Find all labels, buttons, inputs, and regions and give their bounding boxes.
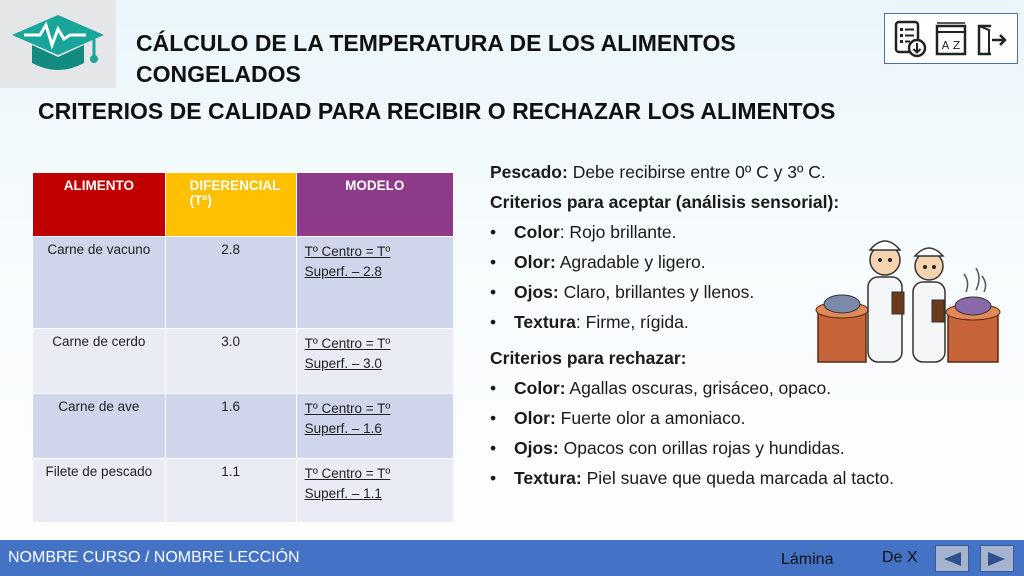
arrow-right-icon bbox=[986, 550, 1008, 568]
list-item: • Color: Rojo brillante. bbox=[490, 217, 1010, 247]
diff-cell: 1.6 bbox=[165, 394, 296, 459]
page-title: CÁLCULO DE LA TEMPERATURA DE LOS ALIMENTOS CONGELADOS bbox=[136, 30, 736, 87]
section-subtitle: CRITERIOS DE CALIDAD PARA RECIBIR O RECHAZAR LOS ALIMENTOS bbox=[38, 98, 836, 124]
glossary-button[interactable] bbox=[932, 19, 970, 59]
diff-cell: 2.8 bbox=[165, 237, 296, 329]
accept-heading: Criterios para aceptar (análisis sensorial): bbox=[490, 192, 840, 212]
page-count: De X bbox=[882, 549, 918, 566]
list-item: • Ojos: Opacos con orillas rojas y hundidas. bbox=[490, 433, 1010, 463]
list-item: • Ojos: Claro, brillantes y llenos. bbox=[490, 277, 1010, 307]
food-cell: Carne de vacuno bbox=[33, 237, 166, 329]
graduation-cap-logo-icon bbox=[10, 11, 106, 77]
food-cell: Carne de cerdo bbox=[33, 329, 166, 394]
model-line: Tº Centro = Tº bbox=[304, 466, 391, 481]
pescado-label: Pescado: bbox=[490, 162, 568, 182]
model-cell bbox=[296, 329, 453, 394]
model-line: Superf. – 2.8 bbox=[304, 264, 382, 279]
list-item: • Olor: Agradable y ligero. bbox=[490, 247, 1010, 277]
diff-cell: 3.0 bbox=[165, 329, 296, 394]
pescado-line bbox=[490, 157, 1010, 187]
list-item: • Textura: Firme, rígida. bbox=[490, 307, 1010, 337]
list-item: • Textura: Piel suave que queda marcada al tacto. bbox=[490, 463, 1010, 493]
header-diferencial: DIFERENCIAL (Tº) bbox=[165, 173, 296, 237]
table-header-row bbox=[33, 173, 454, 237]
list-item: • Color: Agallas oscuras, grisáceo, opaco. bbox=[490, 373, 1010, 403]
header-modelo: MODELO bbox=[296, 173, 453, 237]
exit-icon bbox=[975, 20, 1009, 58]
list-item: • Olor: Fuerte olor a amoniaco. bbox=[490, 403, 1010, 433]
top-toolbar bbox=[884, 13, 1018, 64]
chefs-illustration bbox=[808, 222, 1008, 367]
reject-heading: Criterios para rechazar: bbox=[490, 348, 687, 368]
model-cell bbox=[296, 459, 453, 523]
model-line: Superf. – 3.0 bbox=[304, 356, 382, 371]
reject-list bbox=[490, 373, 1010, 493]
next-slide-button[interactable] bbox=[980, 545, 1014, 572]
svg-text:A Z: A Z bbox=[941, 38, 961, 52]
table-row bbox=[33, 394, 454, 459]
pescado-text: Debe recibirse entre 0º C y 3º C. bbox=[572, 162, 826, 182]
arrow-left-icon bbox=[941, 550, 963, 568]
model-line: Tº Centro = Tº bbox=[304, 244, 391, 259]
table-row bbox=[33, 329, 454, 394]
logo bbox=[0, 0, 116, 88]
model-line: Superf. – 1.6 bbox=[304, 421, 382, 436]
model-cell bbox=[296, 394, 453, 459]
model-cell bbox=[296, 237, 453, 329]
prev-slide-button[interactable] bbox=[935, 545, 969, 572]
food-cell: Filete de pescado bbox=[33, 459, 166, 523]
model-line: Superf. – 1.1 bbox=[304, 486, 382, 501]
footer-bar bbox=[0, 540, 1024, 576]
temperature-table bbox=[32, 172, 454, 523]
checklist-download-icon bbox=[893, 20, 927, 58]
model-line: Tº Centro = Tº bbox=[304, 401, 391, 416]
lamina-label: Lámina bbox=[781, 551, 834, 568]
header-alimento: ALIMENTO bbox=[33, 173, 166, 237]
food-cell: Carne de ave bbox=[33, 394, 166, 459]
course-name: NOMBRE CURSO / NOMBRE LECCIÓN bbox=[8, 549, 300, 566]
glossary-az-icon bbox=[934, 20, 968, 58]
model-line: Tº Centro = Tº bbox=[304, 336, 391, 351]
table-row bbox=[33, 237, 454, 329]
table-row bbox=[33, 459, 454, 523]
diff-cell: 1.1 bbox=[165, 459, 296, 523]
checklist-download-button[interactable] bbox=[891, 19, 929, 59]
exit-button[interactable] bbox=[973, 19, 1011, 59]
